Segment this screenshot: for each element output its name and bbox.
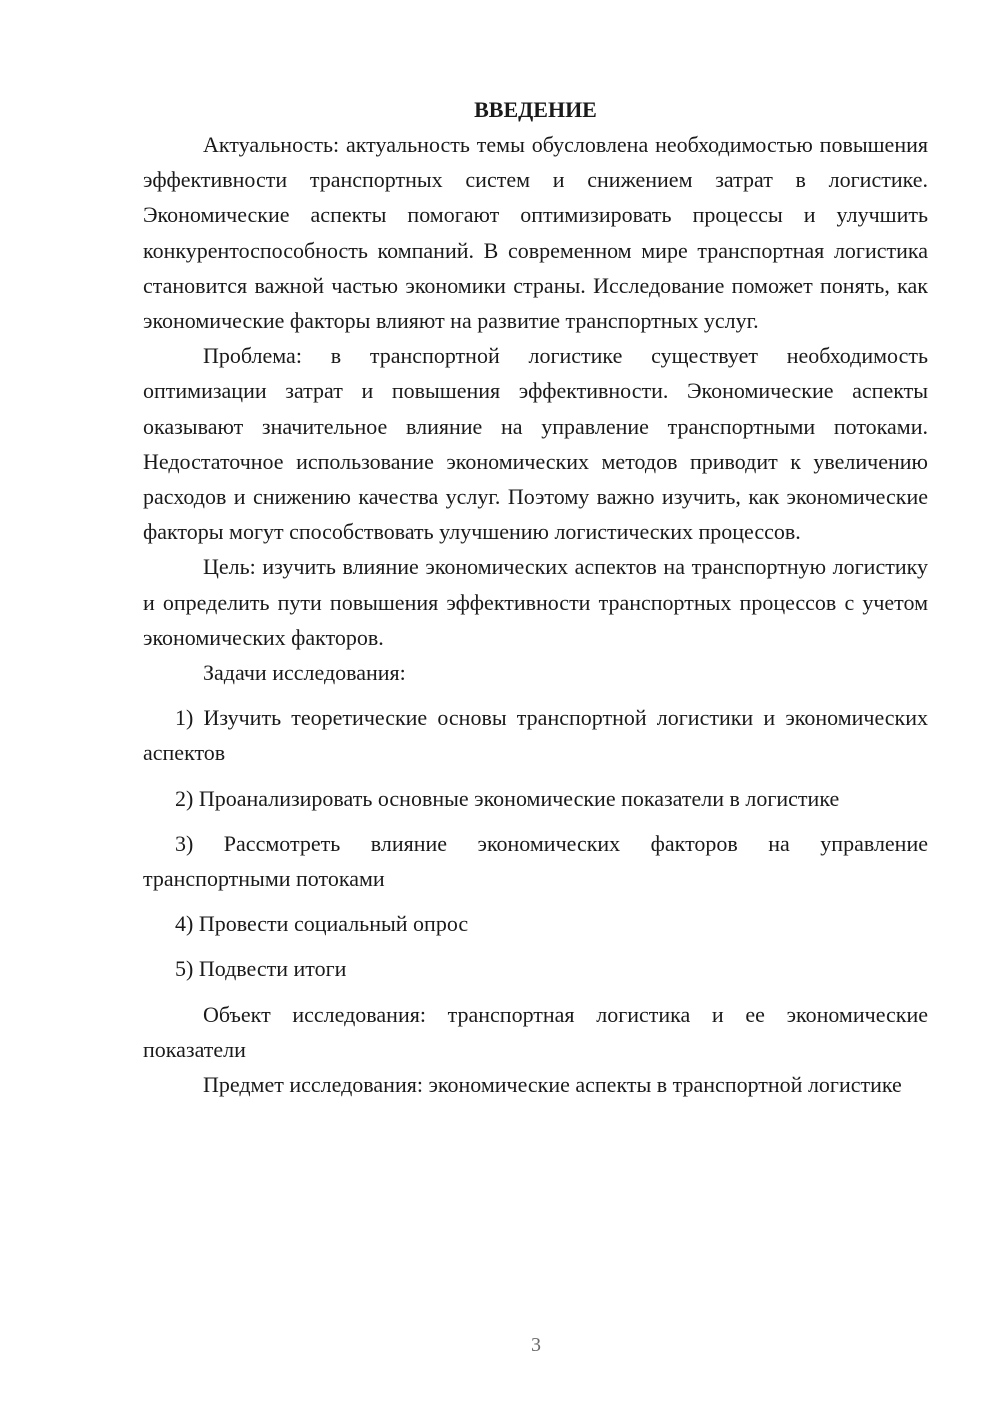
list-item: 2) Проанализировать основные экономические показатели в логистике <box>175 785 840 811</box>
paragraph-goal: Цель: изучить влияние экономических аспектов на транспортную логистику и определить пути повышения эффективности транспортных процессов с учетом экономических факторов. <box>143 554 928 650</box>
page-number: 3 <box>531 1334 541 1356</box>
paragraph-problem: Проблема: в транспортной логистике существует необходимость оптимизации затрат и повышения эффективности. Экономические аспекты оказывают значительное влияние на управление транспортными потоками. Недостаточное использование экономических методов приводит к увеличению расходов и снижению качества услуг. Поэтому важно изучить, как экономические факторы могут способствовать улучшению логистических процессов. <box>143 343 928 545</box>
page-title: ВВЕДЕНИЕ <box>474 97 597 122</box>
list-item: 5) Подвести итоги <box>175 956 347 982</box>
document-page <box>143 92 928 1102</box>
list-item: 1) Изучить теоретические основы транспортной логистики и экономических аспектов <box>143 705 928 766</box>
paragraph-object: Объект исследования: транспортная логистика и ее экономические показатели <box>143 1001 928 1062</box>
paragraph-subject: Предмет исследования: экономические аспекты в транспортной логистике <box>203 1072 902 1098</box>
list-item: 4) Провести социальный опрос <box>175 911 469 937</box>
paragraph-tasks-heading: Задачи исследования: <box>203 660 406 686</box>
paragraph-relevance: Актуальность: актуальность темы обусловлена необходимостью повышения эффективности транспортных систем и снижением затрат в логистике. Экономические аспекты помогают оптимизировать процессы и улучшить конкурентоспособность компаний. В современном мире транспортная логистика становится важной частью экономики страны. Исследование поможет понять, как экономические факторы влияют на развитие транспортных услуг. <box>143 132 928 334</box>
list-item: 3) Рассмотреть влияние экономических факторов на управление транспортными потоками <box>143 830 928 892</box>
tasks-list <box>143 700 928 986</box>
